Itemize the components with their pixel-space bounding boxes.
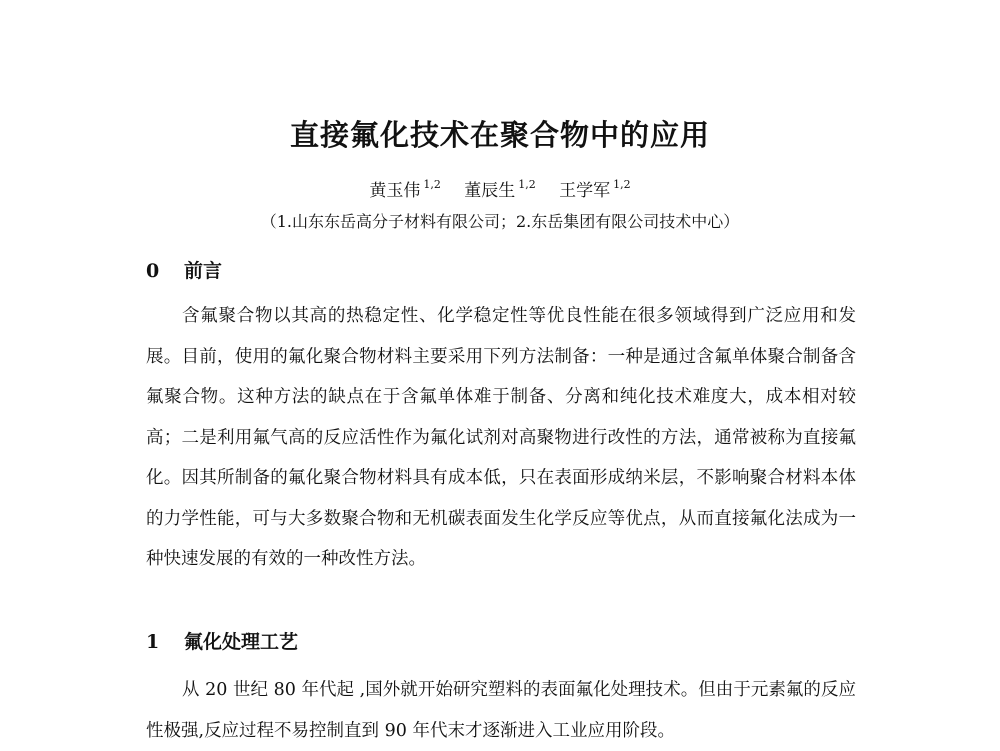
section-title: 前言	[184, 260, 223, 282]
author-affiliation-marker: 1,2	[423, 178, 441, 191]
author: 王学军 $^{1,2}$	[559, 178, 631, 201]
section-number: 1	[146, 631, 160, 653]
section-number: 0	[146, 260, 160, 282]
author-affiliation-marker: 1,2	[518, 178, 536, 191]
author-list	[0, 172, 1000, 204]
paper-title: 直接氟化技术在聚合物中的应用	[289, 118, 710, 152]
section-heading-1	[146, 627, 298, 657]
affiliation-line: （1.山东东岳高分子材料有限公司；2.东岳集团有限公司技术中心）	[260, 212, 740, 231]
section-heading-0	[146, 256, 222, 286]
section-paragraph-1-container	[146, 670, 856, 741]
section-title: 氟化处理工艺	[184, 631, 299, 653]
section-paragraph-1: 从 20 世纪 80 年代起 ,国外就开始研究塑料的表面氟化处理技术。但由于元素氟的反应性极强,反应过程不易控制直到 90 年代末才逐渐进入工业应用阶段。	[146, 680, 856, 741]
section-paragraph-0: 含氟聚合物以其高的热稳定性、化学稳定性等优良性能在很多领域得到广泛应用和发展。目前，使用的氟化聚合物材料主要采用下列方法制备：一种是通过含氟单体聚合制备含氟聚合物。这种方法的缺点在于含氟单体难于制备、分离和纯化技术难度大，成本相对较高；二是利用氟气高的反应活性作为氟化试剂对高聚物进行改性的方法，通常被称为直接氟化。因其所制备的氟化聚合物材料具有成本低，只在表面形成纳米层，不影响聚合材料本体的力学性能，可与大多数聚合物和无机碳表面发生化学反应等优点，从而直接氟化法成为一种快速发展的有效的一种改性方法。	[146, 306, 856, 569]
author: 黄玉伟 $^{1,2}$	[369, 178, 441, 201]
author: 董辰生 $^{1,2}$	[464, 178, 536, 201]
author-affiliation-marker: 1,2	[613, 178, 631, 191]
